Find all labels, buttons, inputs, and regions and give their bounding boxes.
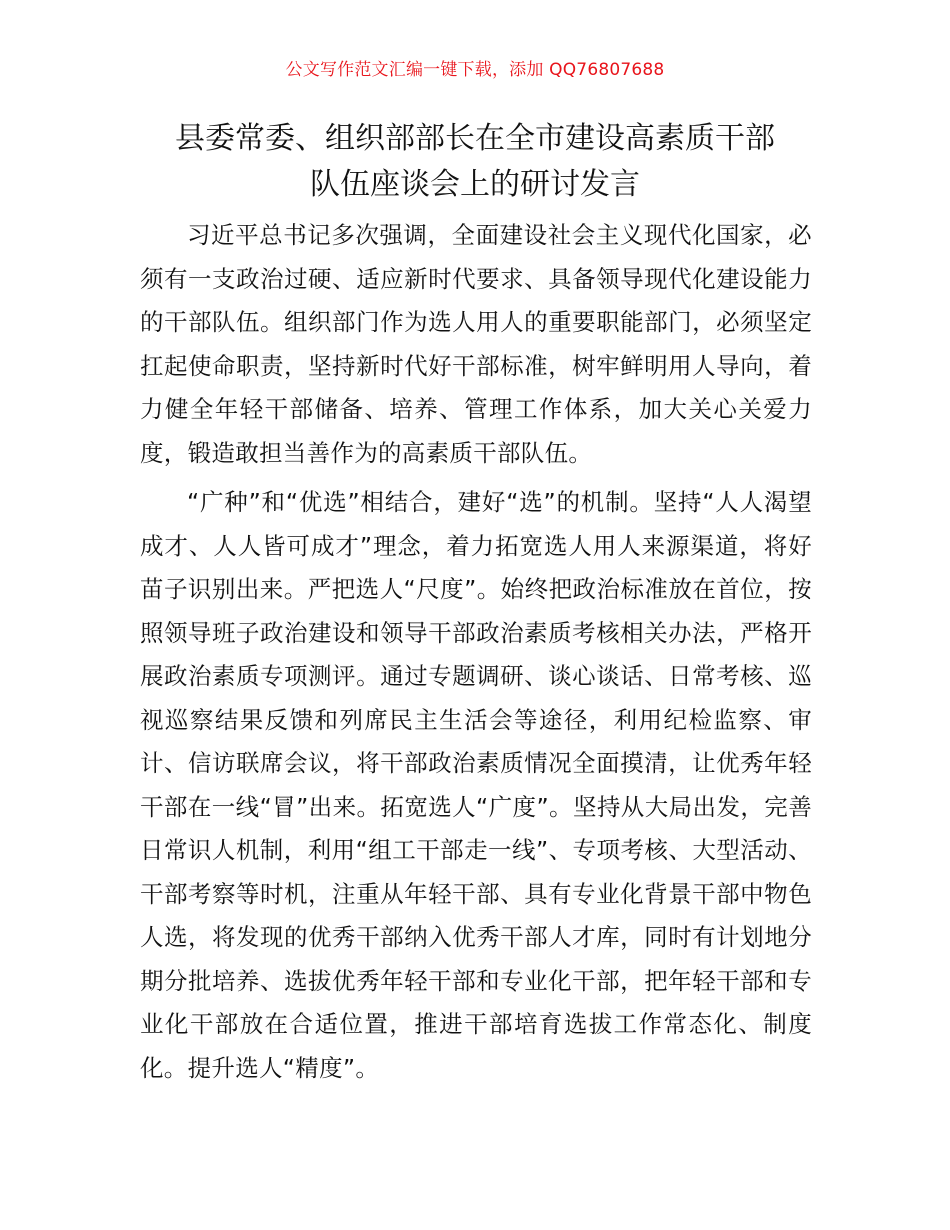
paragraph-intro: 习近平总书记多次强调，全面建设社会主义现代化国家，必须有一支政治过硬、适应新时代要求、具备领导现代化建设能力的干部队伍。组织部门作为选人用人的重要职能部门，必须坚定扛起使命职责，坚持新时代好干部标准，树牢鲜明用人导向，着力健全年轻干部储备、培养、管理工作体系，加大关心关爱力度，锻造敢担当善作为的高素质干部队伍。 <box>140 221 812 467</box>
download-banner: 公文写作范文汇编一键下载，添加 QQ76807688 <box>285 60 665 80</box>
paragraph-selection-mechanism: “广种”和“优选”相结合，建好“选”的机制。坚持“人人渴望成才、人人皆可成才”理念，着力拓宽选人用人来源渠道，将好苗子识别出来。严把选人“尺度”。始终把政治标准放在首位，按照领导班子政治建设和领导干部政治素质考核相关办法，严格开展政治素质专项测评。通过专题调研、谈心谈话、日常考核、巡视巡察结果反馈和列席民主生活会等途径，利用纪检监察、审计、信访联席会议，将干部政治素质情况全面摸清，让优秀年轻干部在一线“冒”出来。拓宽选人“广度”。坚持从大局出发，完善日常识人机制，利用“组工干部走一线”、专项考核、大型活动、干部考察等时机，注重从年轻干部、具有专业化背景干部中物色人选，将发现的优秀干部纳入优秀干部人才库，同时有计划地分期分批培养、选拔优秀年轻干部和专业化干部，把年轻干部和专业化干部放在合适位置，推进干部培育选拔工作常态化、制度化。提升选人“精度”。 <box>140 488 812 1082</box>
title-line-2: 队伍座谈会上的研讨发言 <box>310 167 640 202</box>
title-line-1: 县委常委、组织部部长在全市建设高素质干部 <box>175 121 775 156</box>
document-title <box>110 116 840 208</box>
